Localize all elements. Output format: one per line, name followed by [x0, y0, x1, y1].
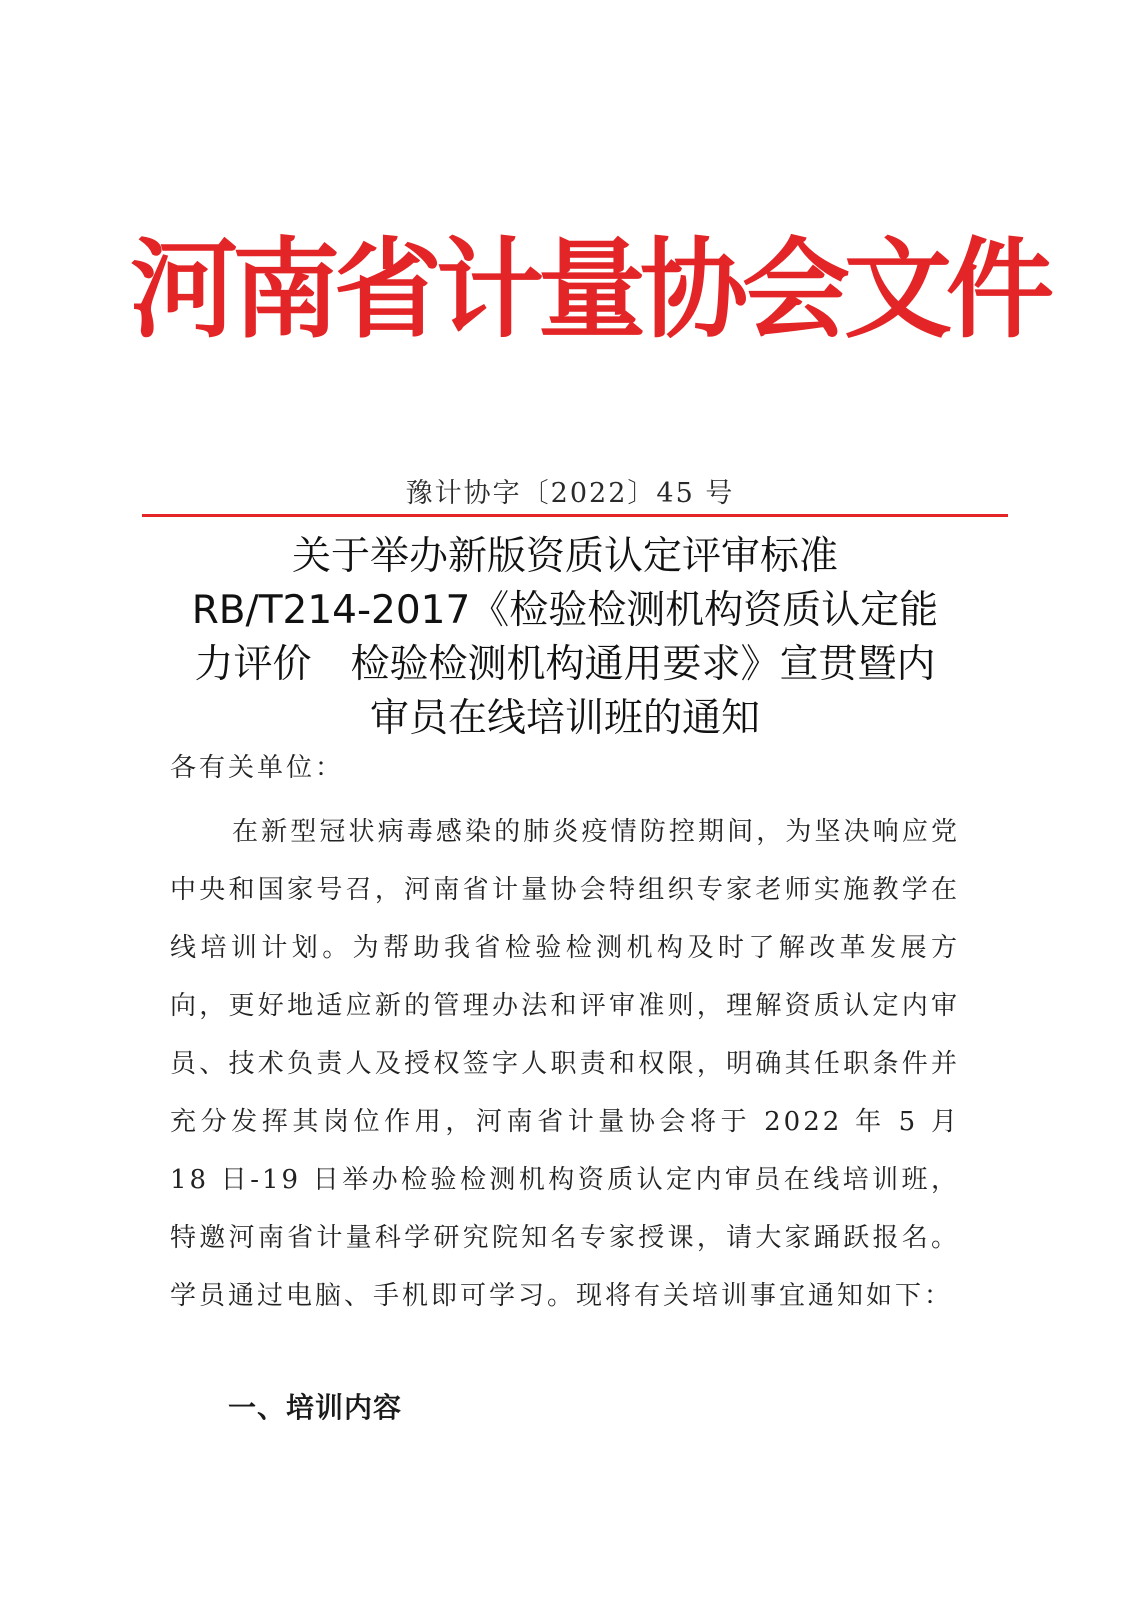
title-line-2: RB/T214-2017《检验检测机构资质认定能 — [191, 588, 939, 633]
masthead-title: 河南省计量协会文件 — [130, 227, 1049, 353]
title-line-1: 关于举办新版资质认定评审标准 — [291, 534, 838, 579]
document-number: 豫计协字〔2022〕45 号 — [405, 478, 735, 509]
section-heading-training-content: 一、培训内容 — [228, 1391, 403, 1424]
notice-title — [160, 530, 970, 746]
salutation: 各有关单位： — [170, 753, 345, 783]
body-paragraph: 在新型冠状病毒感染的肺炎疫情防控期间，为坚决响应党中央和国家号召，河南省计量协会特组织专家老师实施教学在线培训计划。为帮助我省检验检测机构及时了解改革发展方向，更好地适应新的管理办法和评审准则，理解资质认定内审员、技术负责人及授权签字人职责和权限，明确其任职条件并充分发挥其岗位作用，河南省计量协会将于 2022 年 5 月 18 日-19 日举办检验检测机构资质认定内审员在线培训班，特邀河南省计量科学研究院知名专家授课，请大家踊跃报名。学员通过电脑、手机即可学习。现将有关培训事宜通知如下： — [170, 817, 960, 1311]
title-line-4: 审员在线培训班的通知 — [369, 696, 760, 741]
red-divider-line — [142, 514, 1008, 517]
title-line-3: 力评价 检验检测机构通用要求》宣贯暨内 — [194, 642, 936, 687]
